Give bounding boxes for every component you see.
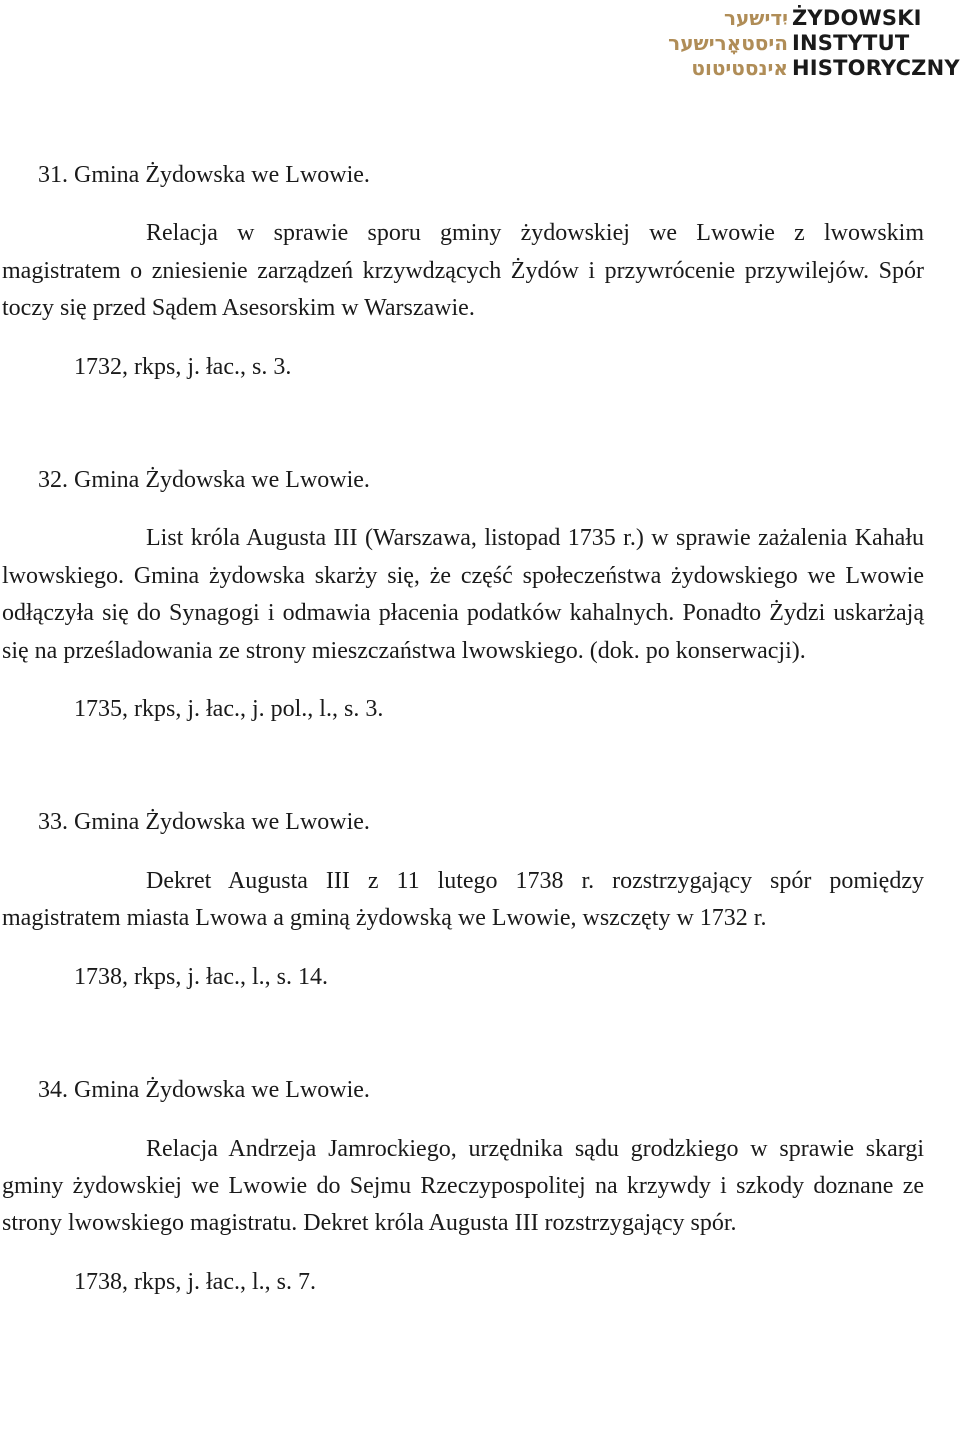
logo-yiddish-line-2: היסטאָרישער <box>668 31 788 55</box>
catalog-entry-34 <box>2 1072 924 1301</box>
logo-yiddish-line-1: יִדישער <box>723 6 788 30</box>
logo-polish-line-1: ŻYDOWSKI <box>792 6 922 30</box>
entry-meta: 1732, rkps, j. łac., s. 3. <box>74 353 292 380</box>
institute-logo <box>620 4 960 80</box>
entry-meta: 1738, rkps, j. łac., l., s. 7. <box>74 1268 316 1295</box>
entry-description: Dekret Augusta III z 11 lutego 1738 r. rozstrzygający spór pomiędzy magistratem miasta Lwowa a gminą żydowską we Lwowie, wszczęty w 1732 r. <box>2 867 924 932</box>
entry-description: List króla Augusta III (Warszawa, listopad 1735 r.) w sprawie zażalenia Kahału lwowskiego. Gmina żydowska skarży się, że część społeczeństwa żydowskiego we Lwowie odłączyła się do Synagogi i odmawia płacenia podatków kahalnych. Ponadto Żydzi uskarżają się na prześladowania ze strony mieszczaństwa lwowskiego. (dok. po konserwacji). <box>2 525 924 664</box>
logo-polish-line-2: INSTYTUT <box>792 31 910 55</box>
catalog-entries <box>2 157 924 1301</box>
entry-description: Relacja Andrzeja Jamrockiego, urzędnika sądu grodzkiego w sprawie skargi gminy żydowskiej we Lwowie do Sejmu Rzeczypospolitej na krzywdy i szkody doznane ze strony lwowskiego magistratu. Dekret króla Augusta III rozstrzygający spór. <box>2 1135 924 1237</box>
logo-polish-line-3: HISTORYCZNY <box>792 56 960 80</box>
entry-description: Relacja w sprawie sporu gminy żydowskiej we Lwowie z lwowskim magistratem o zniesienie zarządzeń krzywdzących Żydów i przywrócenie przywilejów. Spór toczy się przed Sądem Asesorskim w Warszawie. <box>2 220 924 322</box>
catalog-entry-32 <box>2 462 924 728</box>
catalog-entry-33 <box>2 804 924 996</box>
entry-heading: 33. Gmina Żydowska we Lwowie. <box>38 809 370 836</box>
catalog-entry-31 <box>2 157 924 386</box>
logo-yiddish-line-3: אינסטיטוט <box>691 56 788 80</box>
entry-meta: 1735, rkps, j. łac., j. pol., l., s. 3. <box>74 696 384 723</box>
entry-meta: 1738, rkps, j. łac., l., s. 14. <box>74 963 328 990</box>
entry-heading: 32. Gmina Żydowska we Lwowie. <box>38 467 370 494</box>
entry-heading: 34. Gmina Żydowska we Lwowie. <box>38 1077 370 1104</box>
entry-heading: 31. Gmina Żydowska we Lwowie. <box>38 162 370 188</box>
